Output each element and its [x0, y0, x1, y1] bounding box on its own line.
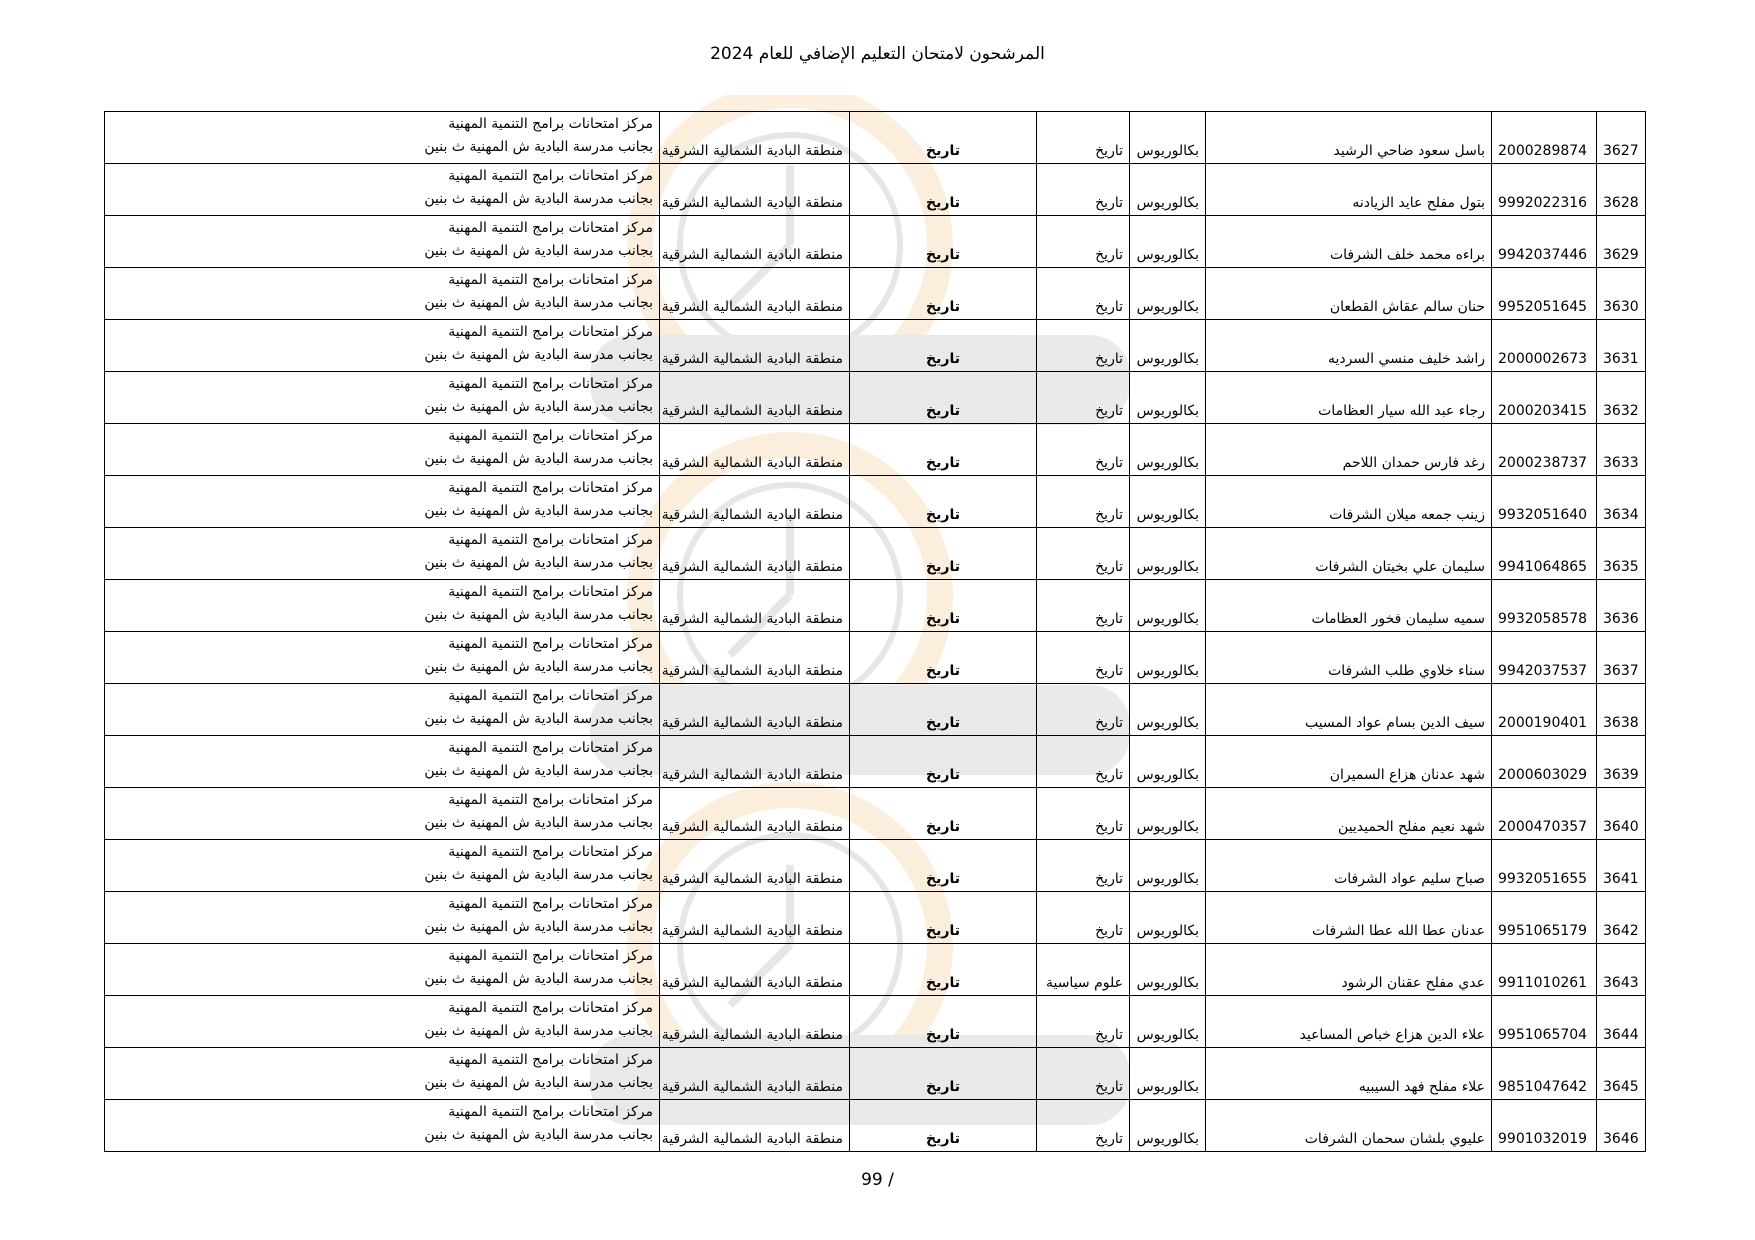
- region-cell: منطقة البادية الشمالية الشرقية: [660, 684, 850, 736]
- region-cell: منطقة البادية الشمالية الشرقية: [660, 944, 850, 996]
- major-cell: تاريخ: [1037, 476, 1130, 528]
- national-id-cell: 2000203415: [1492, 372, 1597, 424]
- region-cell: منطقة البادية الشمالية الشرقية: [660, 788, 850, 840]
- row-number-cell: 3635: [1597, 528, 1646, 580]
- national-id-cell: 9932051655: [1492, 840, 1597, 892]
- national-id-cell: 9942037537: [1492, 632, 1597, 684]
- exam-subject-cell: تاريخ: [850, 632, 1037, 684]
- exam-center-cell: [105, 580, 660, 632]
- candidate-name-cell: عدي مفلح عقنان الرشود: [1206, 944, 1492, 996]
- candidate-name-cell: علاء الدين هزاع خباص المساعيد: [1206, 996, 1492, 1048]
- exam-center-line2: بجانب مدرسة البادية ش المهنية ث بنين: [424, 711, 653, 727]
- major-cell: تاريخ: [1037, 1048, 1130, 1100]
- major-cell: تاريخ: [1037, 788, 1130, 840]
- exam-center-cell: [105, 1048, 660, 1100]
- exam-center-line1: مركز امتحانات برامج التنمية المهنية: [448, 948, 653, 964]
- exam-center-line2: بجانب مدرسة البادية ش المهنية ث بنين: [424, 451, 653, 467]
- row-number-cell: 3628: [1597, 164, 1646, 216]
- exam-center-line1: مركز امتحانات برامج التنمية المهنية: [448, 1104, 653, 1120]
- exam-center-line2: بجانب مدرسة البادية ش المهنية ث بنين: [424, 139, 653, 155]
- row-number-cell: 3646: [1597, 1100, 1646, 1152]
- exam-center-line2: بجانب مدرسة البادية ش المهنية ث بنين: [424, 555, 653, 571]
- table-row: [105, 216, 1646, 268]
- row-number-cell: 3633: [1597, 424, 1646, 476]
- exam-center-cell: [105, 476, 660, 528]
- exam-center-line2: بجانب مدرسة البادية ش المهنية ث بنين: [424, 919, 653, 935]
- major-cell: تاريخ: [1037, 632, 1130, 684]
- national-id-cell: 2000470357: [1492, 788, 1597, 840]
- table-row: [105, 424, 1646, 476]
- exam-center-line2: بجانب مدرسة البادية ش المهنية ث بنين: [424, 399, 653, 415]
- candidate-name-cell: عدنان عطا الله عطا الشرفات: [1206, 892, 1492, 944]
- national-id-cell: 2000190401: [1492, 684, 1597, 736]
- exam-center-line2: بجانب مدرسة البادية ش المهنية ث بنين: [424, 607, 653, 623]
- region-cell: منطقة البادية الشمالية الشرقية: [660, 840, 850, 892]
- row-number-cell: 3631: [1597, 320, 1646, 372]
- exam-center-line1: مركز امتحانات برامج التنمية المهنية: [448, 688, 653, 704]
- candidate-name-cell: سيف الدين بسام عواد المسيب: [1206, 684, 1492, 736]
- major-cell: تاريخ: [1037, 840, 1130, 892]
- national-id-cell: 9951065704: [1492, 996, 1597, 1048]
- table-row: [105, 528, 1646, 580]
- exam-center-line2: بجانب مدرسة البادية ش المهنية ث بنين: [424, 503, 653, 519]
- exam-center-line2: بجانب مدرسة البادية ش المهنية ث بنين: [424, 659, 653, 675]
- table-row: [105, 788, 1646, 840]
- candidates-table: [104, 111, 1646, 1152]
- degree-cell: بكالوريوس: [1130, 1100, 1206, 1152]
- table-row: [105, 372, 1646, 424]
- page-title: المرشحون لامتحان التعليم الإضافي للعام 2024: [710, 44, 1045, 64]
- exam-center-line1: مركز امتحانات برامج التنمية المهنية: [448, 168, 653, 184]
- major-cell: تاريخ: [1037, 268, 1130, 320]
- exam-subject-cell: تاريخ: [850, 580, 1037, 632]
- exam-subject-cell: تاريخ: [850, 996, 1037, 1048]
- region-cell: منطقة البادية الشمالية الشرقية: [660, 528, 850, 580]
- exam-center-line1: مركز امتحانات برامج التنمية المهنية: [448, 480, 653, 496]
- exam-center-cell: [105, 424, 660, 476]
- degree-cell: بكالوريوس: [1130, 320, 1206, 372]
- candidate-name-cell: علاء مفلح فهد السيبيه: [1206, 1048, 1492, 1100]
- degree-cell: بكالوريوس: [1130, 944, 1206, 996]
- national-id-cell: 9941064865: [1492, 528, 1597, 580]
- exam-center-cell: [105, 892, 660, 944]
- exam-center-cell: [105, 944, 660, 996]
- major-cell: تاريخ: [1037, 892, 1130, 944]
- table-row: [105, 944, 1646, 996]
- region-cell: منطقة البادية الشمالية الشرقية: [660, 372, 850, 424]
- exam-center-cell: [105, 268, 660, 320]
- table-row: [105, 736, 1646, 788]
- region-cell: منطقة البادية الشمالية الشرقية: [660, 320, 850, 372]
- row-number-cell: 3632: [1597, 372, 1646, 424]
- degree-cell: بكالوريوس: [1130, 996, 1206, 1048]
- exam-center-line2: بجانب مدرسة البادية ش المهنية ث بنين: [424, 815, 653, 831]
- exam-subject-cell: تاريخ: [850, 216, 1037, 268]
- region-cell: منطقة البادية الشمالية الشرقية: [660, 112, 850, 164]
- exam-subject-cell: تاريخ: [850, 788, 1037, 840]
- candidate-name-cell: باسل سعود ضاحي الرشيد: [1206, 112, 1492, 164]
- candidate-name-cell: راشد خليف منسي السرديه: [1206, 320, 1492, 372]
- exam-subject-cell: تاريخ: [850, 268, 1037, 320]
- exam-center-cell: [105, 736, 660, 788]
- exam-center-line1: مركز امتحانات برامج التنمية المهنية: [448, 896, 653, 912]
- exam-center-cell: [105, 788, 660, 840]
- exam-center-cell: [105, 840, 660, 892]
- exam-subject-cell: تاريخ: [850, 892, 1037, 944]
- table-row: [105, 164, 1646, 216]
- candidate-name-cell: عليوي بلشان سحمان الشرفات: [1206, 1100, 1492, 1152]
- major-cell: تاريخ: [1037, 580, 1130, 632]
- degree-cell: بكالوريوس: [1130, 892, 1206, 944]
- major-cell: علوم سياسية: [1037, 944, 1130, 996]
- major-cell: تاريخ: [1037, 424, 1130, 476]
- national-id-cell: 9901032019: [1492, 1100, 1597, 1152]
- exam-center-line1: مركز امتحانات برامج التنمية المهنية: [448, 584, 653, 600]
- region-cell: منطقة البادية الشمالية الشرقية: [660, 164, 850, 216]
- region-cell: منطقة البادية الشمالية الشرقية: [660, 476, 850, 528]
- row-number-cell: 3641: [1597, 840, 1646, 892]
- exam-center-cell: [105, 216, 660, 268]
- row-number-cell: 3642: [1597, 892, 1646, 944]
- table-row: [105, 684, 1646, 736]
- candidate-name-cell: حنان سالم عقاش القطعان: [1206, 268, 1492, 320]
- row-number-cell: 3640: [1597, 788, 1646, 840]
- region-cell: منطقة البادية الشمالية الشرقية: [660, 424, 850, 476]
- exam-center-cell: [105, 528, 660, 580]
- exam-center-line1: مركز امتحانات برامج التنمية المهنية: [448, 272, 653, 288]
- exam-subject-cell: تاريخ: [850, 736, 1037, 788]
- national-id-cell: 2000002673: [1492, 320, 1597, 372]
- region-cell: منطقة البادية الشمالية الشرقية: [660, 1048, 850, 1100]
- table-row: [105, 840, 1646, 892]
- exam-center-cell: [105, 112, 660, 164]
- degree-cell: بكالوريوس: [1130, 580, 1206, 632]
- national-id-cell: 9992022316: [1492, 164, 1597, 216]
- degree-cell: بكالوريوس: [1130, 840, 1206, 892]
- table-row: [105, 476, 1646, 528]
- exam-center-cell: [105, 320, 660, 372]
- candidate-name-cell: شهد نعيم مفلح الحميديين: [1206, 788, 1492, 840]
- exam-center-cell: [105, 996, 660, 1048]
- exam-subject-cell: تاريخ: [850, 840, 1037, 892]
- national-id-cell: 9932051640: [1492, 476, 1597, 528]
- major-cell: تاريخ: [1037, 1100, 1130, 1152]
- table-row: [105, 580, 1646, 632]
- national-id-cell: 2000289874: [1492, 112, 1597, 164]
- row-number-cell: 3638: [1597, 684, 1646, 736]
- exam-center-cell: [105, 1100, 660, 1152]
- exam-subject-cell: تاريخ: [850, 684, 1037, 736]
- major-cell: تاريخ: [1037, 216, 1130, 268]
- national-id-cell: 2000603029: [1492, 736, 1597, 788]
- candidate-name-cell: سليمان علي بخيتان الشرفات: [1206, 528, 1492, 580]
- exam-center-line2: بجانب مدرسة البادية ش المهنية ث بنين: [424, 971, 653, 987]
- region-cell: منطقة البادية الشمالية الشرقية: [660, 892, 850, 944]
- region-cell: منطقة البادية الشمالية الشرقية: [660, 216, 850, 268]
- exam-center-line1: مركز امتحانات برامج التنمية المهنية: [448, 1000, 653, 1016]
- exam-center-line1: مركز امتحانات برامج التنمية المهنية: [448, 116, 653, 132]
- degree-cell: بكالوريوس: [1130, 736, 1206, 788]
- candidate-name-cell: بتول مفلح عايد الزيادنه: [1206, 164, 1492, 216]
- degree-cell: بكالوريوس: [1130, 632, 1206, 684]
- major-cell: تاريخ: [1037, 164, 1130, 216]
- candidate-name-cell: براءه محمد خلف الشرفات: [1206, 216, 1492, 268]
- major-cell: تاريخ: [1037, 320, 1130, 372]
- exam-center-line1: مركز امتحانات برامج التنمية المهنية: [448, 428, 653, 444]
- exam-center-line2: بجانب مدرسة البادية ش المهنية ث بنين: [424, 1127, 653, 1143]
- national-id-cell: 9932058578: [1492, 580, 1597, 632]
- degree-cell: بكالوريوس: [1130, 216, 1206, 268]
- exam-center-line1: مركز امتحانات برامج التنمية المهنية: [448, 1052, 653, 1068]
- exam-center-line2: بجانب مدرسة البادية ش المهنية ث بنين: [424, 763, 653, 779]
- candidate-name-cell: سناء خلاوي طلب الشرفات: [1206, 632, 1492, 684]
- exam-center-line2: بجانب مدرسة البادية ش المهنية ث بنين: [424, 1023, 653, 1039]
- national-id-cell: 9952051645: [1492, 268, 1597, 320]
- region-cell: منطقة البادية الشمالية الشرقية: [660, 268, 850, 320]
- exam-center-line2: بجانب مدرسة البادية ش المهنية ث بنين: [424, 347, 653, 363]
- exam-center-line1: مركز امتحانات برامج التنمية المهنية: [448, 844, 653, 860]
- table-row: [105, 632, 1646, 684]
- table-row: [105, 112, 1646, 164]
- degree-cell: بكالوريوس: [1130, 1048, 1206, 1100]
- exam-subject-cell: تاريخ: [850, 164, 1037, 216]
- degree-cell: بكالوريوس: [1130, 476, 1206, 528]
- exam-center-line1: مركز امتحانات برامج التنمية المهنية: [448, 532, 653, 548]
- exam-subject-cell: تاريخ: [850, 372, 1037, 424]
- page-number: 99 /: [861, 1170, 894, 1190]
- degree-cell: بكالوريوس: [1130, 372, 1206, 424]
- row-number-cell: 3634: [1597, 476, 1646, 528]
- row-number-cell: 3629: [1597, 216, 1646, 268]
- exam-center-cell: [105, 164, 660, 216]
- major-cell: تاريخ: [1037, 684, 1130, 736]
- major-cell: تاريخ: [1037, 372, 1130, 424]
- exam-subject-cell: تاريخ: [850, 944, 1037, 996]
- candidate-name-cell: رغد فارس حمدان اللاحم: [1206, 424, 1492, 476]
- table-row: [105, 1100, 1646, 1152]
- exam-center-cell: [105, 632, 660, 684]
- table-row: [105, 1048, 1646, 1100]
- region-cell: منطقة البادية الشمالية الشرقية: [660, 632, 850, 684]
- exam-subject-cell: تاريخ: [850, 424, 1037, 476]
- region-cell: منطقة البادية الشمالية الشرقية: [660, 996, 850, 1048]
- national-id-cell: 9911010261: [1492, 944, 1597, 996]
- candidate-name-cell: شهد عدنان هزاع السميران: [1206, 736, 1492, 788]
- table-row: [105, 320, 1646, 372]
- exam-subject-cell: تاريخ: [850, 112, 1037, 164]
- national-id-cell: 9942037446: [1492, 216, 1597, 268]
- major-cell: تاريخ: [1037, 112, 1130, 164]
- national-id-cell: 2000238737: [1492, 424, 1597, 476]
- degree-cell: بكالوريوس: [1130, 528, 1206, 580]
- exam-subject-cell: تاريخ: [850, 1100, 1037, 1152]
- exam-subject-cell: تاريخ: [850, 476, 1037, 528]
- exam-center-line1: مركز امتحانات برامج التنمية المهنية: [448, 792, 653, 808]
- degree-cell: بكالوريوس: [1130, 788, 1206, 840]
- row-number-cell: 3636: [1597, 580, 1646, 632]
- exam-center-line2: بجانب مدرسة البادية ش المهنية ث بنين: [424, 867, 653, 883]
- region-cell: منطقة البادية الشمالية الشرقية: [660, 736, 850, 788]
- major-cell: تاريخ: [1037, 996, 1130, 1048]
- row-number-cell: 3627: [1597, 112, 1646, 164]
- table-row: [105, 892, 1646, 944]
- row-number-cell: 3637: [1597, 632, 1646, 684]
- row-number-cell: 3644: [1597, 996, 1646, 1048]
- table-body: [105, 112, 1646, 1152]
- row-number-cell: 3630: [1597, 268, 1646, 320]
- degree-cell: بكالوريوس: [1130, 684, 1206, 736]
- candidate-name-cell: سميه سليمان فخور العظامات: [1206, 580, 1492, 632]
- exam-center-cell: [105, 372, 660, 424]
- major-cell: تاريخ: [1037, 736, 1130, 788]
- exam-center-line1: مركز امتحانات برامج التنمية المهنية: [448, 376, 653, 392]
- candidate-name-cell: صباح سليم عواد الشرفات: [1206, 840, 1492, 892]
- degree-cell: بكالوريوس: [1130, 268, 1206, 320]
- table-row: [105, 996, 1646, 1048]
- exam-center-cell: [105, 684, 660, 736]
- exam-center-line2: بجانب مدرسة البادية ش المهنية ث بنين: [424, 243, 653, 259]
- region-cell: منطقة البادية الشمالية الشرقية: [660, 580, 850, 632]
- national-id-cell: 9951065179: [1492, 892, 1597, 944]
- exam-center-line1: مركز امتحانات برامج التنمية المهنية: [448, 636, 653, 652]
- exam-center-line1: مركز امتحانات برامج التنمية المهنية: [448, 324, 653, 340]
- exam-center-line2: بجانب مدرسة البادية ش المهنية ث بنين: [424, 191, 653, 207]
- exam-center-line2: بجانب مدرسة البادية ش المهنية ث بنين: [424, 295, 653, 311]
- exam-center-line2: بجانب مدرسة البادية ش المهنية ث بنين: [424, 1075, 653, 1091]
- national-id-cell: 9851047642: [1492, 1048, 1597, 1100]
- degree-cell: بكالوريوس: [1130, 164, 1206, 216]
- table-row: [105, 268, 1646, 320]
- candidate-name-cell: رجاء عبد الله سيار العظامات: [1206, 372, 1492, 424]
- row-number-cell: 3645: [1597, 1048, 1646, 1100]
- exam-subject-cell: تاريخ: [850, 528, 1037, 580]
- degree-cell: بكالوريوس: [1130, 424, 1206, 476]
- exam-subject-cell: تاريخ: [850, 320, 1037, 372]
- exam-subject-cell: تاريخ: [850, 1048, 1037, 1100]
- row-number-cell: 3643: [1597, 944, 1646, 996]
- candidate-name-cell: زينب جمعه ميلان الشرفات: [1206, 476, 1492, 528]
- major-cell: تاريخ: [1037, 528, 1130, 580]
- degree-cell: بكالوريوس: [1130, 112, 1206, 164]
- exam-center-line1: مركز امتحانات برامج التنمية المهنية: [448, 220, 653, 236]
- region-cell: منطقة البادية الشمالية الشرقية: [660, 1100, 850, 1152]
- exam-center-line1: مركز امتحانات برامج التنمية المهنية: [448, 740, 653, 756]
- row-number-cell: 3639: [1597, 736, 1646, 788]
